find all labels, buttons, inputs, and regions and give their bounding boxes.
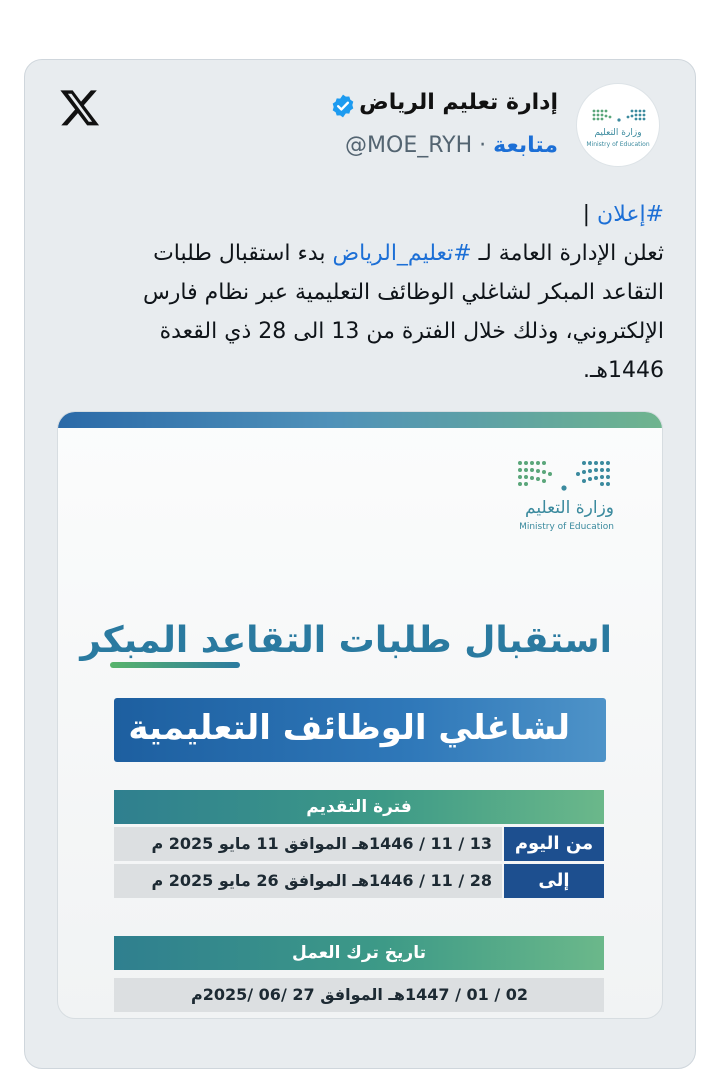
hashtag-announcement[interactable]: #إعلان (597, 202, 664, 227)
period-header: فترة التقديم (114, 790, 604, 824)
poster-top-strip (58, 412, 662, 428)
moe-logo-icon (516, 459, 612, 493)
moe-logo-icon (591, 108, 647, 122)
headline-underline (110, 662, 240, 668)
avatar[interactable] (576, 83, 660, 167)
poster-headline: استقبال طلبات التقاعد المبكر (80, 620, 612, 661)
poster-banner (114, 698, 606, 762)
tweet-first-line (100, 195, 664, 234)
from-value: 13 / 11 / 1446هـ الموافق 11 مايو 2025 م (151, 834, 492, 853)
leave-value: 02 / 01 / 1447هـ الموافق 27 /06 /2025م (190, 985, 528, 1004)
verified-badge-icon (330, 93, 356, 119)
tweet-text (100, 195, 664, 390)
banner-text: لشاغلي الوظائف التعليمية (128, 708, 570, 748)
account-name[interactable]: إدارة تعليم الرياض (359, 90, 558, 115)
avatar-text-en: Ministry of Education (586, 141, 650, 148)
from-label: من اليوم (504, 827, 604, 861)
avatar-text-ar: وزارة التعليم (594, 128, 642, 138)
x-logo-icon[interactable] (58, 86, 102, 128)
pipe-char: | (582, 202, 591, 227)
handle-row (345, 133, 558, 158)
tweet-body (100, 234, 664, 390)
to-label: إلى (504, 864, 604, 898)
to-value: 28 / 11 / 1446هـ الموافق 26 مايو 2025 م (151, 871, 492, 890)
tweet-body-pre: ثعلن الإدارة العامة لـ (471, 241, 664, 266)
moe-logo-text-ar: وزارة التعليم (525, 498, 614, 518)
account-handle[interactable]: @MOE_RYH (345, 133, 473, 158)
leave-date-header: تاريخ ترك العمل (114, 936, 604, 970)
separator-dot: · (479, 133, 487, 158)
moe-logo-text-en: Ministry of Education (519, 522, 614, 532)
follow-button[interactable]: متابعة (493, 133, 558, 158)
hashtag-riyadh-education[interactable]: #تعليم_الرياض (332, 241, 472, 266)
tweet-body-post: بدء استقبال طلبات التقاعد المبكر لشاغلي الوظائف التعليمية عبر نظام فارس الإلكتروني، وذلك خلال الفترة من 13 الى 28 ذي القعدة 1446هـ. (142, 241, 664, 383)
attached-image[interactable] (57, 411, 663, 1019)
